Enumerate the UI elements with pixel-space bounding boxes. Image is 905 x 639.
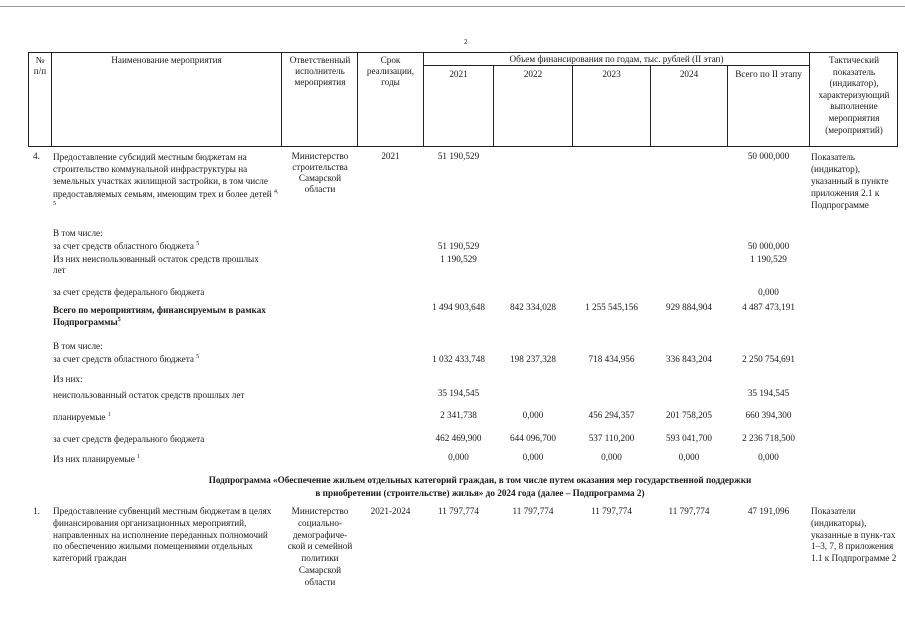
item1-2024: 11 797,774 <box>668 506 710 516</box>
row-fed-planned-2024: 0,000 <box>678 452 700 462</box>
item1-2021: 11 797,774 <box>437 506 479 516</box>
row-unused2-2021: 35 194,545 <box>437 388 480 398</box>
row-regional2-2023: 718 434,956 <box>588 354 635 364</box>
header-year-2021: 2021 <box>449 69 468 79</box>
table-top-border <box>28 52 898 53</box>
col-border-4 <box>423 52 424 147</box>
row-federal1-total: 0,000 <box>758 287 779 297</box>
item4-num: 4. <box>33 151 40 161</box>
row-unused1-total: 1 190,529 <box>750 254 787 264</box>
subprogram2-title-line2: в приобретении (строительстве) жилья» до 2024 года (далее – Подпрограмма 2) <box>315 488 645 498</box>
row-of-them: Из них: <box>53 374 83 384</box>
row-planned: планируемые $^1$ <box>53 411 111 422</box>
row-regional1: за счет средств областного бюджета $^5$ <box>53 240 200 251</box>
header-year-2022: 2022 <box>523 69 543 79</box>
header-year-2024: 2024 <box>679 69 699 79</box>
row-unused1-2021: 1 190,529 <box>440 254 477 264</box>
page-number: 2 <box>464 38 468 46</box>
row-regional2-2024: 336 843,204 <box>666 354 712 364</box>
col-border-10 <box>897 52 898 147</box>
row-regional1-total: 50 000,000 <box>747 241 790 251</box>
row-grand-2023: 1 255 545,156 <box>585 302 638 312</box>
item1-num: 1. <box>33 506 40 516</box>
row-federal2-all: 2 236 718,500 <box>742 433 795 443</box>
col-border-9 <box>809 52 810 147</box>
row-fed-planned-2023: 0,000 <box>601 452 622 462</box>
row-fed-planned-2022: 0,000 <box>522 452 544 462</box>
col-border-2 <box>281 52 282 147</box>
row-incl2: В том числе: <box>53 341 103 351</box>
header-total: Всего по II этапу <box>735 69 802 79</box>
row-federal2-2022: 644 096,700 <box>510 433 556 443</box>
col-border-1 <box>51 52 52 147</box>
header-tactic: Тактический показатель (индикатор), характеризующий выполнение мероприятия (мероприятий) <box>818 55 890 135</box>
row-grand-2022: 842 334,028 <box>510 302 556 312</box>
row-federal2-2023: 537 110,200 <box>588 433 635 443</box>
item1-term: 2021-2024 <box>370 506 411 516</box>
row-regional1-2021: 51 190,529 <box>437 241 480 251</box>
row-federal2: за счет средств федерального бюджета <box>53 434 205 444</box>
item4-total: 50 000,000 <box>747 151 790 161</box>
row-regional2: за счет средств областного бюджета $^5$ <box>53 353 200 364</box>
row-regional2-2021: 1 032 433,748 <box>432 354 485 364</box>
header-bottom-border <box>28 146 898 147</box>
item4-tactic: Показатель (индикатор), указанный в пункте приложения 2.1 к Подпрограмме <box>811 152 889 210</box>
row-planned-2022: 0,000 <box>522 410 544 420</box>
row-unused2: неиспользованный остаток средств прошлых лет <box>53 390 245 400</box>
scan-edge <box>0 6 905 7</box>
item1-tactic: Показатели (индикаторы), указанные в пунк-тах 1–3, 7, 8 приложения 1.1 к Подпрограмме 2 <box>811 506 897 564</box>
row-grand-total: Всего по мероприятиям, финансируемым в рамках Подпрограммы$^5$ <box>53 305 266 327</box>
row-federal2-2024: 593 041,700 <box>666 433 712 443</box>
header-year-2023: 2023 <box>602 69 621 79</box>
row-grand-2021: 1 494 903,648 <box>432 302 485 312</box>
item1-total: 47 191,096 <box>747 506 790 516</box>
row-regional2-all: 2 250 754,691 <box>742 354 795 364</box>
item1-2022: 11 797,774 <box>512 506 554 516</box>
row-regional2-2022: 198 237,328 <box>510 354 556 364</box>
row-unused2-all: 35 194,545 <box>747 388 790 398</box>
header-name: Наименование мероприятия <box>111 55 222 65</box>
header-responsible: Ответственный исполнитель мероприятия <box>289 55 351 87</box>
item4-responsible: Министерство строительства Самарской области <box>291 151 349 194</box>
item1-2023: 11 797,774 <box>590 506 632 516</box>
row-unused1: Из них неиспользованный остаток средств прошлых лет <box>53 254 259 275</box>
row-planned-2024: 201 758,205 <box>666 410 712 420</box>
header-num: № п/п <box>33 55 47 76</box>
row-planned-2023: 456 294,357 <box>588 410 635 420</box>
row-fed-planned: Из них планируемые $^1$ <box>53 453 141 464</box>
row-incl1: В том числе: <box>53 228 103 238</box>
row-grand-all: 4 487 473,191 <box>742 302 795 312</box>
row-federal1: за счет средств федерального бюджета <box>53 287 205 297</box>
item4-name: Предоставление субсидий местным бюджетам на строительство коммунальной инфраструктуры на земельных участках жилищной застройки, в том числе предоставляемых семьям, имеющим трех и более детей $^{4, 5}$ <box>53 152 279 207</box>
item4-term: 2021 <box>381 151 400 161</box>
subprogram2-title-line1: Подпрограмма «Обеспечение жильем отдельных категорий граждан, в том числе путем оказания мер государственной поддержки <box>208 475 752 485</box>
row-grand-2024: 929 884,904 <box>666 302 712 312</box>
header-term: Срок реализации, годы <box>366 55 415 87</box>
item4-2021: 51 190,529 <box>437 151 480 161</box>
row-fed-planned-all: 0,000 <box>758 452 779 462</box>
volume-subheader-border <box>423 65 809 66</box>
row-federal2-2021: 462 469,900 <box>435 433 482 443</box>
header-volume: Объем финансирования по годам, тыс. рублей (II этап) <box>509 54 724 64</box>
item1-responsible: Министерство социально-демографиче-ской и семейной политики Самарской области <box>287 506 353 587</box>
row-planned-all: 660 394,300 <box>745 410 792 420</box>
row-planned-2021: 2 341,738 <box>440 410 477 420</box>
row-fed-planned-2021: 0,000 <box>448 452 469 462</box>
item1-name: Предоставление субвенций местным бюджетам в целях финансирования организационных мероприятий, направленных на исполнение переданных полномочий по обеспечению жилыми помещениями отдельных категорий граждан <box>53 506 272 564</box>
